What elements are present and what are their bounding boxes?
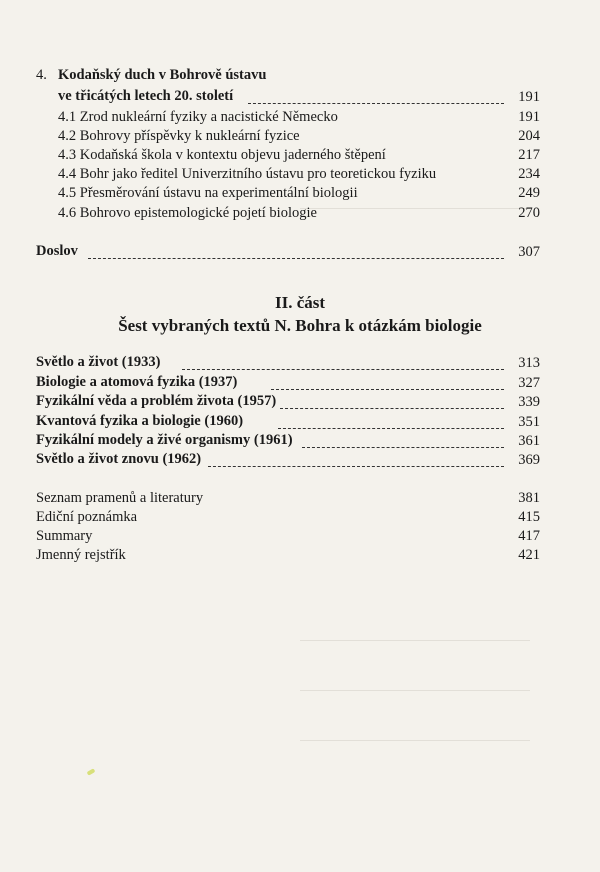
toc-text-1: Světlo a život (1933)	[36, 354, 161, 370]
toc-text-3-page: 339	[518, 394, 540, 410]
toc-text-1-page: 313	[518, 355, 540, 371]
paper-speck	[87, 768, 96, 775]
chapter-4-title-line1: Kodaňský duch v Bohrově ústavu	[58, 67, 267, 83]
toc-text-5-page: 361	[518, 433, 540, 449]
toc-subsection-4-3: 4.3 Kodaňská škola v kontextu objevu jaderného štěpení	[58, 147, 386, 163]
toc-subsection-4-4: 4.4 Bohr jako ředitel Univerzitního ústavu pro teoretickou fyziku	[58, 166, 437, 182]
part-2-subheading: Šest vybraných textů N. Bohra k otázkám biologie	[118, 316, 482, 335]
toc-afterword: Doslov	[36, 243, 78, 259]
chapter-4-title-line2: ve třicátých letech 20. století	[58, 88, 234, 104]
toc-subsection-4-6: 4.6 Bohrovo epistemologické pojetí biologie	[58, 205, 317, 221]
toc-text-6-page: 369	[518, 452, 540, 468]
toc-backmatter-1-page: 381	[518, 490, 540, 506]
toc-backmatter-3-page: 417	[518, 528, 540, 544]
toc-text-2-page: 327	[518, 375, 540, 391]
part-2-heading: II. část	[274, 293, 326, 312]
toc-backmatter-2: Ediční poznámka	[36, 509, 138, 525]
toc-subsection-4-6-page: 270	[518, 205, 540, 221]
dot-leader	[278, 428, 504, 429]
toc-subsection-4-2: 4.2 Bohrovy příspěvky k nukleární fyzice	[58, 128, 300, 144]
toc-backmatter-4: Jmenný rejstřík	[36, 547, 126, 563]
toc-subsection-4-2-page: 204	[518, 128, 540, 144]
toc-afterword-page: 307	[518, 244, 540, 260]
dot-leader	[271, 389, 504, 390]
toc-backmatter-4-page: 421	[518, 547, 540, 563]
toc-text-4: Kvantová fyzika a biologie (1960)	[36, 413, 244, 429]
toc-text-2: Biologie a atomová fyzika (1937)	[36, 374, 238, 390]
toc-subsection-4-4-page: 234	[518, 166, 540, 182]
toc-subsection-4-1-page: 191	[518, 109, 540, 125]
toc-subsection-4-5: 4.5 Přesměrování ústavu na experimentální biologii	[58, 185, 358, 201]
toc-subsection-4-1: 4.1 Zrod nukleární fyziky a nacistické Německo	[58, 109, 338, 125]
chapter-4-number: 4.	[36, 67, 47, 83]
toc-subsection-4-5-page: 249	[518, 185, 540, 201]
toc-text-6: Světlo a život znovu (1962)	[36, 451, 202, 467]
dot-leader	[280, 408, 504, 409]
toc-backmatter-2-page: 415	[518, 509, 540, 525]
dot-leader	[208, 466, 504, 467]
toc-text-4-page: 351	[518, 414, 540, 430]
toc-subsection-4-3-page: 217	[518, 147, 540, 163]
toc-backmatter-3: Summary	[36, 528, 93, 544]
toc-text-3: Fyzikální věda a problém života (1957)	[36, 393, 277, 409]
chapter-4-page: 191	[518, 89, 540, 105]
dot-leader	[182, 369, 504, 370]
toc-backmatter-1: Seznam pramenů a literatury	[36, 490, 204, 506]
toc-text-5: Fyzikální modely a živé organismy (1961)	[36, 432, 293, 448]
dot-leader	[248, 103, 504, 104]
dot-leader	[88, 258, 504, 259]
dot-leader	[302, 447, 504, 448]
